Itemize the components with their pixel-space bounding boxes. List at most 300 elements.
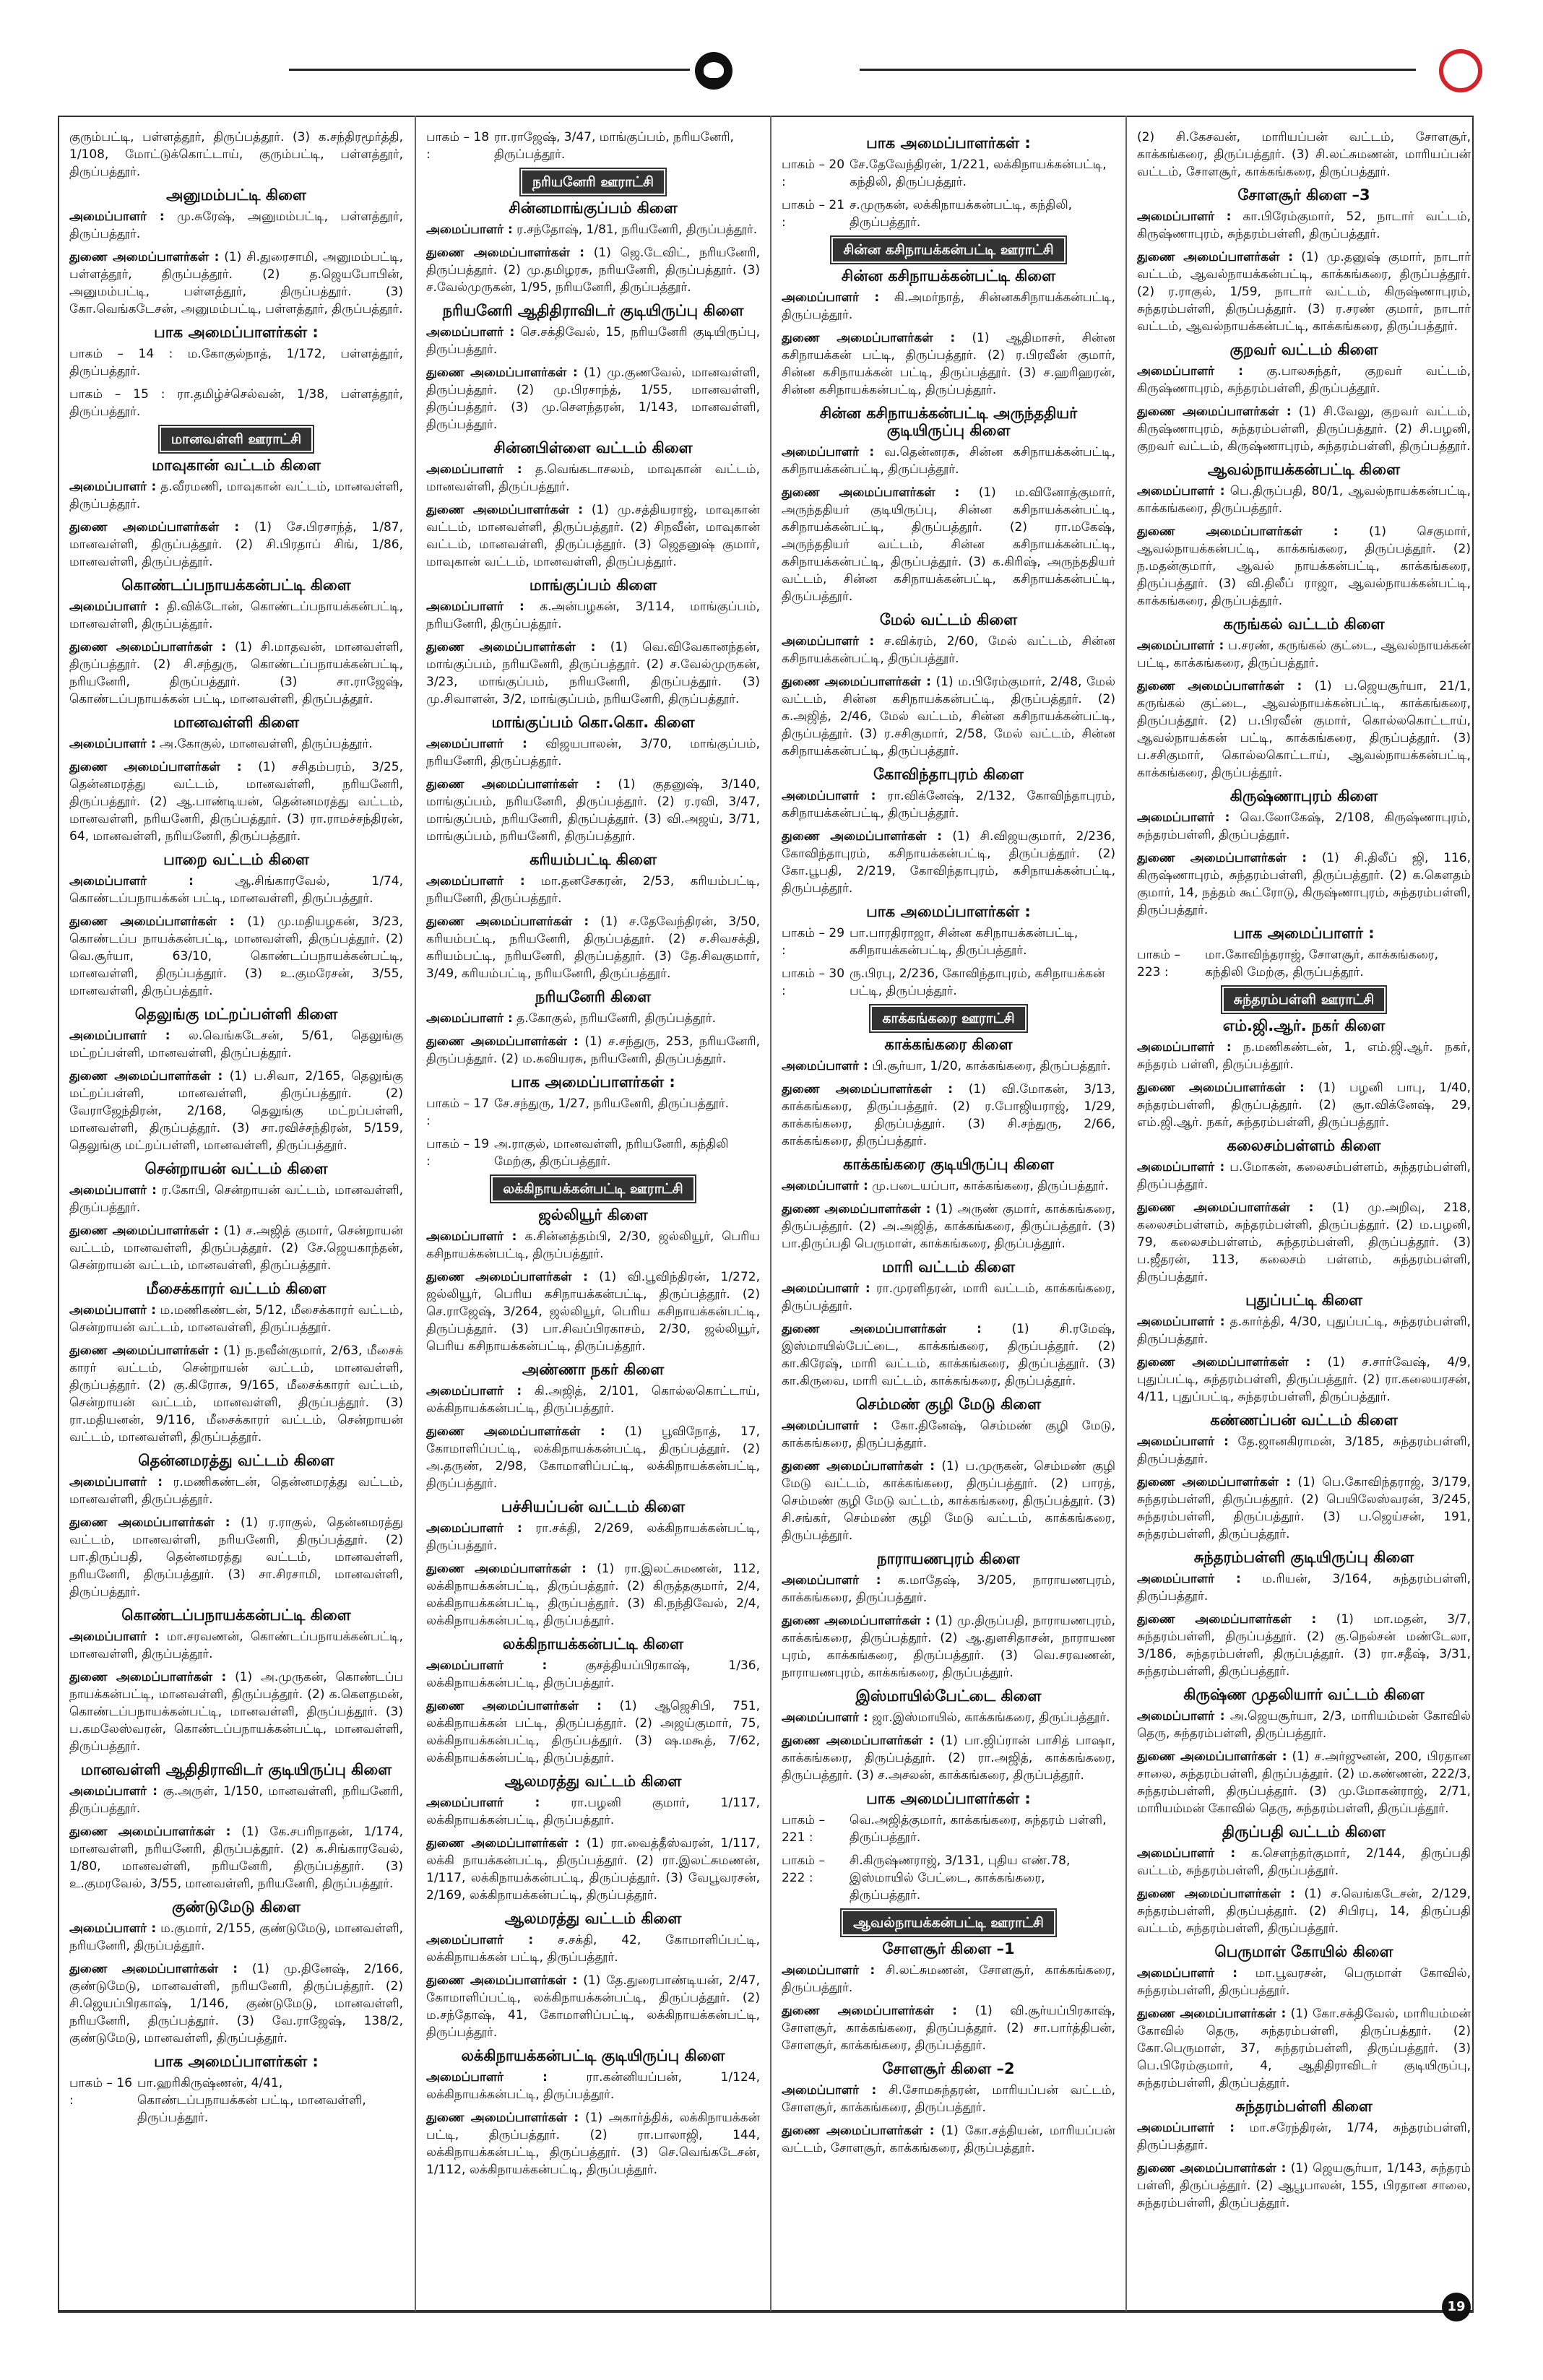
role-label: அமைப்பாளர் :	[1137, 1040, 1232, 1055]
role-names: (1) அருண் குமார், காக்கங்கரை, திருப்பத்தூர். (2) அ.அஜித், காக்கங்கரை, திருப்பத்தூர். (3) பா.திருப்பதி பெருமாள், காக்கங்கரை, திருப்பத்தூர்.	[782, 1202, 1115, 1251]
role-entry	[782, 1320, 1115, 1390]
booth-organizer: சே.தேவேந்திரன், 1/221, லக்கிநாயக்கன்பட்டி, கந்திலி, திருப்பத்தூர்.	[850, 157, 1107, 189]
role-label: துணை அமைப்பாளர்கள் :	[1137, 2161, 1287, 2176]
role-entry	[782, 673, 1115, 760]
role-label: துணை அமைப்பாளர்கள் :	[69, 914, 235, 929]
section-heading: கலைசம்பள்ளம் கிளை	[1227, 1137, 1381, 1154]
role-entry	[426, 1228, 760, 1263]
role-entry	[69, 1823, 403, 1892]
role-label: அமைப்பாளர் :	[1137, 639, 1224, 653]
section-heading: நரியனேரி ஆதிதிராவிடர் குடியிருப்பு கிளை	[442, 302, 744, 319]
section-heading: ஆலமரத்து வட்டம் கிளை	[504, 1910, 682, 1927]
role-entry	[426, 1520, 760, 1554]
role-entry	[426, 1423, 760, 1492]
role-label: அமைப்பாளர் :	[782, 290, 880, 305]
role-names: ம.மணிகண்டன், 5/12, மீசைக்காரர் வட்டம், சென்றாயன் வட்டம், மானவள்ளி, திருப்பத்தூர்.	[69, 1303, 403, 1335]
role-names: (1) ர.ராகுல், தென்னமரத்து வட்டம், மானவள்ளி, நரியனேரி, திருப்பத்தூர். (2) பா.திருப்பதி, தென்னமரத்து வட்டம், மானவள்ளி, நரியனேரி, திருப்பத்தூர். (3) சா.சிரசாமி, மானவள்ளி, திருப்பத்தூர்.	[69, 1515, 403, 1599]
section-heading: குண்டுமேடு கிளை	[172, 1898, 301, 1916]
role-entry	[69, 1342, 403, 1446]
role-entry	[69, 519, 403, 571]
role-names: க.மாதேஷ், 3/205, நாராயணபுரம், காக்கங்கரை, திருப்பத்தூர்.	[782, 1573, 1115, 1605]
role-entry	[782, 1962, 1115, 1996]
role-names: (1) சி.துரைசாமி, அனுமம்பட்டி, பள்ளத்தூர், திருப்பத்தூர். (2) த.ஜெயபோபின், அனுமம்பட்டி, பள்ளத்தூர், திருப்பத்தூர். (3) கோ.வெங்கடேசன், அனுமம்பட்டி, பள்ளத்தூர், திருப்பத்தூர்.	[69, 250, 403, 316]
role-names: (1) ரா.இலட்சுமணன், 112, லக்கிநாயக்கன்பட்டி, திருப்பத்தூர். (2) கிருத்தகுமார், 2/4, லக்கிநாயக்கன்பட்டி, திருப்பத்தூர். (3) கி.நந்திவேல், 2/4, லக்கிநாயக்கன்பட்டி, திருப்பத்தூர்.	[426, 1562, 760, 1628]
role-label: துணை அமைப்பாளர்கள் :	[782, 1614, 931, 1628]
role-names: ர.கோபி, சென்றாயன் வட்டம், மானவள்ளி, திருப்பத்தூர்.	[69, 1183, 403, 1215]
role-entry	[69, 1302, 403, 1336]
panchayat-banner: மானவள்ளி ஊராட்சி	[161, 428, 311, 451]
booth-entry	[69, 2074, 403, 2126]
role-entry	[1137, 1611, 1471, 1680]
role-entry	[782, 1572, 1115, 1606]
role-label: துணை அமைப்பாளர்கள் :	[69, 1962, 238, 1976]
role-entry	[426, 1972, 760, 2041]
booth-entry	[426, 1095, 760, 1130]
role-entry	[69, 913, 403, 1000]
role-label: அமைப்பாளர் :	[426, 1229, 517, 1244]
text-column-4	[1137, 129, 1471, 2295]
role-label: துணை அமைப்பாளர்கள் :	[1137, 851, 1308, 865]
role-label: துணை அமைப்பாளர்கள் :	[1137, 2007, 1287, 2021]
role-entry	[426, 913, 760, 982]
booth-organizer: ரு.பிரபு, 2/236, கோவிந்தாபுரம், கசிநாயக்கன் பட்டி, திருப்பத்தூர்.	[850, 966, 1105, 998]
role-label: அமைப்பாளர் :	[69, 480, 157, 494]
role-label: அமைப்பாளர் :	[426, 1521, 522, 1536]
role-names: ஆ.சிங்காரவேல், 1/74, கொண்டப்பநாயக்கன் பட்டி, மானவள்ளி, திருப்பத்தூர்.	[69, 874, 403, 906]
role-names: (1) ப.ஜெயசூர்யா, 21/1, கருங்கல் குட்டை, ஆவல்நாயக்கன்பட்டி, காக்கங்கரை, திருப்பத்தூர். (2) ப.பிரவீன் குமார், கொல்லகொட்டாய், ஆவல்நாயக்கன் பட்டி, காக்கங்கரை, திருப்பத்தூர். (3) ப.சசிகுமார், கொல்லகொட்டாய், ஆவல்நாயக்கன்பட்டி, காக்கங்கரை, திருப்பத்தூர்.	[1137, 679, 1471, 780]
role-entry	[69, 735, 403, 753]
booth-entry	[426, 129, 760, 163]
role-entry	[782, 1458, 1115, 1544]
role-names: (1) அ.முருகன், கொண்டப்ப நாயக்கன்பட்டி, மானவள்ளி, திருப்பத்தூர். (2) க.கௌதமன், கொண்டப்பநாயக்கன்பட்டி, மானவள்ளி, திருப்பத்தூர். (3) ப.கமலேஸ்வரன், கொண்டப்பநாயக்கன்பட்டி, மானவள்ளி, திருப்பத்தூர்.	[69, 1670, 403, 1754]
role-names: (1) ரா.வைத்தீஸ்வரன், 1/117, லக்கி நாயக்கன்பட்டி, திருப்பத்தூர். (2) ரா.இலட்சுமணன், 1/117, லக்கிநாயக்கன்பட்டி, திருப்பத்தூர். (3) வேபூவரசன், 2/169, லக்கிநாயக்கன்பட்டி, திருப்பத்தூர்.	[426, 1836, 760, 1903]
role-names: ந.மணிகண்டன், 1, எம்.ஜி.ஆர். நகர், சுந்தரம் பள்ளி, திருப்பத்தூர்.	[1137, 1040, 1471, 1072]
bottom-rule	[58, 2311, 1474, 2313]
section-heading: மாரி வட்டம் கிளை	[881, 1258, 1016, 1276]
paragraph: பாகம் – 15 : ரா.தமிழ்ச்செல்வன், 1/38, பள்ளத்தூர், திருப்பத்தூர்.	[69, 387, 403, 419]
booth-number: பாகம் – 17 :	[426, 1096, 490, 1128]
role-entry	[69, 248, 403, 318]
role-entry	[1137, 1313, 1471, 1348]
role-names: (1) ப.சிவா, 2/165, தெலுங்கு மட்றப்பள்ளி, மானவள்ளி, திருப்பத்தூர். (2) வேராஜேந்திரன், 2/168, தெலுங்கு மட்றப்பள்ளி, மானவள்ளி, திருப்பத்தூர். (3) சா.ரவிச்சந்திரன், 5/159, தெலுங்கு மட்றப்பள்ளி, மானவள்ளி, திருப்பத்தூர்.	[69, 1069, 403, 1153]
role-label: துணை அமைப்பாளர்கள் :	[1137, 1355, 1311, 1369]
role-label: அமைப்பாளர் :	[426, 1384, 522, 1398]
role-label: அமைப்பாளர் :	[1137, 364, 1243, 378]
role-names: ச.விக்ரம், 2/60, மேல் வட்டம், சின்ன கசிநாயக்கன்பட்டி, திருப்பத்தூர்.	[782, 634, 1115, 666]
role-names: த.கோகுல், நரியனேரி, திருப்பத்தூர்.	[512, 1011, 716, 1026]
section-heading: பாக அமைப்பாளர் :	[1233, 925, 1375, 942]
booth-number: பாகம் – 30 :	[782, 966, 845, 998]
section-heading: நாராயணபுரம் கிளை	[877, 1550, 1020, 1567]
role-label: துணை அமைப்பாளர்கள் :	[426, 1973, 578, 1988]
role-label: துணை அமைப்பாளர்கள் :	[426, 365, 578, 380]
role-label: அமைப்பாளர் :	[782, 1179, 868, 1193]
role-names: (1) மு.அறிவு, 218, கலைசம்பள்ளம், சுந்தரம்பள்ளி, திருப்பத்தூர். (2) ம.பழனி, 79, கலைசம்பள்ளம், சுந்தரம்பள்ளி, திருப்பத்தூர். (3) ப.ஜீதரன், 113, கலைசம் பள்ளம், சுந்தரம்பள்ளி, திருப்பத்தூர்.	[1137, 1200, 1471, 1284]
booth-entry	[782, 925, 1115, 959]
booth-organizer: பா.பாரதிராஜா, சின்ன கசிநாயக்கன்பட்டி, கசிநாயக்கன்பட்டி, திருப்பத்தூர்.	[850, 926, 1079, 958]
role-label: அமைப்பாளர் :	[426, 874, 525, 888]
role-entry	[69, 1920, 403, 1955]
masthead	[0, 0, 1543, 116]
paragraph: (2) சி.கேசவன், மாரியப்பன் வட்டம், சோளசூர், காக்கங்கரை, திருப்பத்தூர். (3) சி.லட்சுமணன், மாரியப்பன் வட்டம், சோளசூர், காக்கங்கரை, திருப்பத்தூர்.	[1137, 130, 1471, 179]
masthead-rule-right	[860, 69, 1416, 71]
role-entry	[1137, 2005, 1471, 2092]
section-heading: பாக அமைப்பாளர்கள் :	[154, 324, 319, 341]
role-label: துணை அமைப்பாளர்கள் :	[69, 1670, 227, 1684]
role-entry	[69, 1027, 403, 1062]
role-label: அமைப்பாளர் :	[1137, 1572, 1241, 1586]
section-heading: எம்.ஜி.ஆர். நகர் கிளை	[1222, 1017, 1386, 1034]
role-entry	[1137, 1570, 1471, 1605]
role-names: (1) பெ.கோவிந்தராஜ், 3/179, சுந்தரம்பள்ளி, திருப்பத்தூர். (2) பெயிலேஸ்வரன், 3/245, சுந்தரம்பள்ளி, திருப்பத்தூர். (3) ப.ஜெய்சன், 191, சுந்தரம்பள்ளி, திருப்பத்தூர்.	[1137, 1475, 1471, 1541]
role-entry	[426, 461, 760, 496]
role-entry	[782, 1732, 1115, 1784]
section-heading: பெருமாள் கோயில் கிளை	[1214, 1943, 1393, 1960]
booth-number: பாகம் – 16 :	[69, 2076, 133, 2108]
role-label: அமைப்பாளர் :	[69, 874, 194, 888]
role-entry	[1137, 637, 1471, 672]
role-label: அமைப்பாளர் :	[1137, 484, 1225, 498]
section-heading: லக்கிநாயக்கன்பட்டி குடியிருப்பு கிளை	[461, 2047, 725, 2064]
role-label: அமைப்பாளர் :	[782, 1963, 876, 1978]
role-names: மா.சரேந்திரன், 1/74, சுந்தரம்பள்ளி, திருப்பத்தூர்.	[1137, 2121, 1471, 2152]
section-heading: தெலுங்கு மட்றப்பள்ளி கிளை	[134, 1005, 338, 1023]
section-heading: பச்சியப்பன் வட்டம் கிளை	[501, 1498, 686, 1515]
role-entry	[1137, 1159, 1471, 1193]
page-number: 19	[1442, 2293, 1471, 2321]
panchayat-banner: நரியனேரி ஊராட்சி	[522, 170, 664, 194]
paragraph: பாகம் – 14 : ம.கோகுல்நாத், 1/172, பள்ளத்தூர், திருப்பத்தூர்.	[69, 347, 403, 378]
role-names: (1) வெ.விவேகானந்தன், மாங்குப்பம், நரியனேரி, திருப்பத்தூர். (2) ச.வேல்முருகன், 3/23, மாங்குப்பம், நரியனேரி, திருப்பத்தூர். (3) மு.சிவாளன், 3/2, மாங்குப்பம், நரியனேரி, திருப்பத்தூர்.	[426, 640, 760, 706]
section-heading: தென்னமரத்து வட்டம் கிளை	[138, 1452, 334, 1469]
role-names: (1) சி.வேலு, குறவர் வட்டம், கிருஷ்ணாபுரம், சுந்தரம்பள்ளி, திருப்பத்தூர். (2) சி.பழனி, குறவர் வட்டம், கிருஷ்ணாபுரம், சுந்தரம்பள்ளி, திருப்பத்தூர்.	[1137, 404, 1471, 454]
booth-entry	[782, 1812, 1115, 1846]
role-entry	[1137, 403, 1471, 455]
role-entry	[1137, 2160, 1471, 2212]
role-names: ரா.சக்தி, 2/269, லக்கிநாயக்கன்பட்டி, திருப்பத்தூர்.	[426, 1521, 760, 1553]
section-heading: மீசைக்காரர் வட்டம் கிளை	[146, 1280, 327, 1297]
role-names: (1) ம.பிரேம்குமார், 2/48, மேல் வட்டம், சின்ன கசிநாயக்கன்பட்டி, திருப்பத்தூர். (2) க.அஜித், 2/46, மேல் வட்டம், சின்ன கசிநாயக்கன்பட்டி, திருப்பத்தூர். (3) ர.சசிகுமார், 2/58, மேல் வட்டம், சின்ன கசிநாயக்கன்பட்டி, திருப்பத்தூர்.	[782, 675, 1115, 758]
role-names: கு.பாலசுந்தர், குறவர் வட்டம், கிருஷ்ணாபுரம், சுந்தரம்பள்ளி, திருப்பத்தூர்.	[1137, 364, 1471, 396]
role-label: துணை அமைப்பாளர்கள் :	[1137, 1612, 1317, 1627]
role-names: குசத்தியப்பிரகாஷ், 1/36, லக்கிநாயக்கன்பட்டி, திருப்பத்தூர்.	[426, 1658, 760, 1690]
role-names: (1) வி.மோகன், 3/13, காக்கங்கரை, திருப்பத்தூர். (2) ர.போஜியராஜ், 1/29, காக்கங்கரை, திருப்பத்தூர். (3) சி.சந்துரு, 2/66, காக்கங்கரை, திருப்பத்தூர்.	[782, 1082, 1115, 1148]
section-heading: கொண்டப்பநாயக்கன்பட்டி கிளை	[121, 1606, 351, 1624]
section-heading: புதுப்பட்டி கிளை	[1245, 1291, 1362, 1309]
role-entry	[69, 598, 403, 633]
role-names: சி.லட்சுமணன், சோளசூர், காக்கங்கரை, திருப்பத்தூர்.	[782, 1963, 1115, 1995]
role-entry	[69, 208, 403, 243]
role-label: துணை அமைப்பாளர்கள் :	[782, 829, 943, 844]
role-label: துணை அமைப்பாளர்கள் :	[1137, 1887, 1295, 1901]
role-entry	[426, 776, 760, 845]
role-entry	[426, 221, 760, 238]
role-names: ப.சரண், கருங்கல் குட்டை, ஆவல்நாயக்கன் பட்டி, காக்கங்கரை, திருப்பத்தூர்.	[1137, 639, 1471, 670]
role-label: துணை அமைப்பாளர்கள் :	[69, 1343, 219, 1358]
section-heading: சின்னமாங்குப்பம் கிளை	[509, 199, 678, 217]
role-label: துணை அமைப்பாளர்கள் :	[782, 2124, 935, 2138]
role-names: (1) சசிதம்பரம், 3/25, தென்னமரத்து வட்டம், மானவள்ளி, நரியனேரி, திருப்பத்தூர். (2) ஆ.பாண்டியன், தென்னமரத்து வட்டம், மானவள்ளி, நரியனேரி, திருப்பத்தூர். (3) ரா.ராமச்சந்திரன், 64, மானவள்ளி, நரியனேரி, திருப்பத்தூர்.	[69, 760, 403, 844]
role-names: (1) ச.வெங்கடேசன், 2/129, சுந்தரம்பள்ளி, திருப்பத்தூர். (2) சிபிரபு, 14, திருப்பதி வட்டம், சுந்தரம்பள்ளி, திருப்பத்தூர்.	[1137, 1887, 1471, 1936]
section-heading: ஜல்லியூர் கிளை	[538, 1206, 648, 1224]
section-heading: அனுமம்பட்டி கிளை	[166, 186, 306, 204]
role-entry	[1137, 1039, 1471, 1073]
section-heading: செம்மண் குழி மேடு கிளை	[855, 1395, 1042, 1413]
role-names: ரா.முரளிதரன், மாரி வட்டம், காக்கங்கரை, திருப்பத்தூர்.	[782, 1281, 1115, 1313]
role-entry	[426, 1010, 760, 1027]
role-names: (1) சி.மாதவன், மானவள்ளி, திருப்பத்தூர். (2) சி.சந்துரு, கொண்டப்பநாயக்கன்பட்டி, நரியனேரி, திருப்பத்தூர். (3) சா.ராஜேஷ், கொண்டப்பநாயக்கன் பட்டி, மானவள்ளி, திருப்பத்தூர்.	[69, 640, 403, 706]
role-entry	[1137, 363, 1471, 397]
role-label: அமைப்பாளர் :	[69, 737, 156, 751]
role-entry	[426, 735, 760, 770]
role-label: துணை அமைப்பாளர்கள் :	[782, 485, 960, 500]
role-label: துணை அமைப்பாளர்கள் :	[1137, 250, 1293, 264]
section-heading: கிருஷ்ணாபுரம் கிளை	[1229, 787, 1378, 805]
role-label: அமைப்பாளர் :	[69, 1784, 158, 1799]
role-label: துணை அமைப்பாளர்கள் :	[426, 246, 585, 260]
role-entry	[782, 2002, 1115, 2054]
role-names: (1) மு.திருப்பதி, நாராயணபுரம், காக்கங்கரை, திருப்பத்தூர். (2) ஆ.துளசிதாசன், நாராயண புரம், காக்கங்கரை, திருப்பத்தூர். (3) வெ.சரவணன், நாராயணபுரம், காக்கங்கரை, திருப்பத்தூர்.	[782, 1614, 1115, 1680]
role-entry	[1137, 208, 1471, 243]
role-label: துணை அமைப்பாளர்கள் :	[69, 250, 220, 264]
section-heading: லக்கிநாயக்கன்பட்டி கிளை	[502, 1635, 684, 1653]
role-names: (1) குதனுஷ், 3/140, மாங்குப்பம், நரியனேரி, திருப்பத்தூர். (2) ர.ரவி, 3/47, மாங்குப்பம், நரியனேரி, திருப்பத்தூர். (3) வி.அஜய், 3/71, மாங்குப்பம், நரியனேரி, திருப்பத்தூர்.	[426, 777, 760, 844]
role-label: அமைப்பாளர் :	[782, 1281, 870, 1296]
section-heading: சுந்தரம்பள்ளி கிளை	[1235, 2098, 1373, 2115]
role-entry	[782, 329, 1115, 399]
section-heading: பாக அமைப்பாளர்கள் :	[866, 1790, 1031, 1807]
role-entry	[426, 1382, 760, 1417]
role-entry	[1137, 1965, 1471, 1999]
booth-organizer: வெ.அஜித்குமார், காக்கங்கரை, சுந்தரம் பள்ளி, திருப்பத்தூர்.	[850, 1813, 1107, 1845]
role-label: அமைப்பாளர் :	[782, 1059, 868, 1073]
role-entry	[1137, 678, 1471, 782]
role-entry	[426, 324, 760, 358]
booth-organizer: மா.கோவிந்தராஜ், சோளசூர், காக்கங்கரை, கந்திலி மேற்கு, திருப்பத்தூர்.	[1205, 948, 1438, 979]
role-label: அமைப்பாளர் :	[426, 222, 513, 237]
red-ring-icon	[1439, 49, 1482, 92]
role-names: (1) மு.மதியழகன், 3/23, கொண்டப்ப நாயக்கன்பட்டி, மானவள்ளி, திருப்பத்தூர். (2) வெ.சூர்யா, 63/10, கொண்டப்பநாயக்கன்பட்டி, மானவள்ளி, திருப்பத்தூர். (3) உ.குமரேசன், 3/55, மானவள்ளி, திருப்பத்தூர்.	[69, 914, 403, 998]
role-entry	[782, 2082, 1115, 2116]
role-entry	[426, 1697, 760, 1767]
role-names: (1) சி.ரமேஷ், இஸ்மாயில்பேட்டை, காக்கங்கரை, திருப்பத்தூர். (2) கா.கிரேஷ், மாரி வட்டம், காக்கங்கரை, திருப்பத்தூர். (3) கா.கிருவை, மாரி வட்டம், காக்கங்கரை, திருப்பத்தூர்.	[782, 1322, 1115, 1388]
role-names: (1) செகுமார், ஆவல்நாயக்கன்பட்டி, காக்கங்கரை, திருப்பத்தூர். (2) ந.மதன்குமார், ஆவல் நாயக்கன்பட்டி, காக்கங்கரை, திருப்பத்தூர். (3) வி.திலீப் ராஜா, ஆவல்நாயக்கன்பட்டி, காக்கங்கரை, திருப்பத்தூர்.	[1137, 524, 1471, 608]
role-entry	[782, 1200, 1115, 1252]
section-heading: பாக அமைப்பாளர்கள் :	[154, 2053, 319, 2070]
role-names: (1) அகார்த்திக், லக்கிநாயக்கன் பட்டி, திருப்பத்தூர். (2) ரா.பாலாஜி, 144, லக்கிநாயக்கன்பட்டி, திருப்பத்தூர். (3) செ.வெங்கடேசன், 1/112, லக்கிநாயக்கன்பட்டி, திருப்பத்தூர்.	[426, 2111, 760, 2177]
role-names: (1) பூவிநோத், 17, கோமாளிப்பட்டி, லக்கிநாயக்கன்பட்டி, திருப்பத்தூர். (2) அ.தருண், 2/98, கோமாளிப்பட்டி, லக்கிநாயக்கன்பட்டி, திருப்பத்தூர்.	[426, 1424, 760, 1491]
role-names: சி.சோமசுந்தரன், மாரியப்பன் வட்டம், சோளசூர், காக்கங்கரை, திருப்பத்தூர்.	[782, 2083, 1115, 2115]
role-names: ச.சக்தி, 42, கோமாளிப்பட்டி, லக்கிநாயக்கன் பட்டி, திருப்பத்தூர்.	[426, 1933, 760, 1965]
role-names: செ.சக்திவேல், 15, நரியனேரி குடியிருப்பு, திருப்பத்தூர்.	[426, 325, 760, 357]
section-heading: சுந்தரம்பள்ளி குடியிருப்பு கிளை	[1193, 1549, 1414, 1566]
role-label: துணை அமைப்பாளர்கள் :	[426, 503, 584, 517]
role-names: மா.தனசேகரன், 2/53, கரியம்பட்டி, நரியனேரி, திருப்பத்தூர்.	[426, 874, 760, 906]
role-label: அமைப்பாளர் :	[1137, 1435, 1229, 1449]
role-entry	[1137, 248, 1471, 335]
section-heading: மானவள்ளி கிளை	[173, 714, 299, 731]
booth-organizer: சி.கிருஷ்ணராஜ், 3/131, புதிய எண்.78, இஸ்மாயில் பேட்டை, காக்கங்கரை, திருப்பத்தூர்.	[850, 1853, 1071, 1903]
role-label: அமைப்பாளர் :	[426, 600, 524, 614]
text-column-1	[69, 129, 403, 2295]
role-label: அமைப்பாளர் :	[1137, 1709, 1225, 1723]
role-names: (1) மு.தனுஷ் குமார், நாடார் வட்டம், ஆவல்நாயக்கன்பட்டி, காக்கங்கரை, திருப்பத்தூர். (2) ர.ராகுல், 1/59, நாடார் வட்டம், கிருஷ்ணாபுரம், சுந்தரம்பள்ளி, திருப்பத்தூர். (3) ர.சரண் குமார், நாடார் வட்டம், ஆவல்நாயக்கன்பட்டி, காக்கங்கரை, திருப்பத்தூர்.	[1137, 250, 1471, 334]
role-entry	[1137, 1474, 1471, 1543]
role-label: துணை அமைப்பாளர்கள் :	[426, 777, 601, 792]
role-names: (1) பழனி பாபு, 1/40, சுந்தரம்பள்ளி, திருப்பத்தூர். (2) சூா.விக்னேஷ், 29, எம்.ஜி.ஆர். நகர், சுந்தரம்பள்ளி, திருப்பத்தூர்.	[1137, 1081, 1471, 1130]
role-entry	[1137, 1079, 1471, 1131]
role-label: துணை அமைப்பாளர்கள் :	[426, 1034, 579, 1049]
role-names: அ.கோகுல், மானவள்ளி, திருப்பத்தூர்.	[155, 737, 373, 751]
role-label: துணை அமைப்பாளர்கள் :	[782, 1082, 954, 1096]
role-label: துணை அமைப்பாளர்கள் :	[426, 1270, 588, 1284]
role-entry	[782, 1417, 1115, 1452]
role-entry	[782, 1177, 1115, 1195]
section-heading: ஆலமரத்து வட்டம் கிளை	[504, 1773, 682, 1790]
role-names: (1) ஆஜெசிபி, 751, லக்கிநாயக்கன் பட்டி, திருப்பத்தூர். (2) அஜய்குமார், 75, லக்கிநாயக்கன்பட்டி, திருப்பத்தூர். (3) ஷ.மகூத், 7/62, லக்கிநாயக்கன்பட்டி, திருப்பத்தூர்.	[426, 1699, 760, 1765]
role-label: அமைப்பாளர் :	[1137, 1966, 1238, 1981]
section-heading: மாங்குப்பம் கிளை	[529, 576, 657, 594]
role-label: அமைப்பாளர் :	[69, 1475, 163, 1489]
role-names: மா.சரவணன், கொண்டப்பநாயக்கன்பட்டி, மானவள்ளி, திருப்பத்தூர்.	[69, 1630, 403, 1661]
section-heading: கரியம்பட்டி கிளை	[530, 851, 657, 868]
role-names: (1) ஆதிமாசர், சின்ன கசிநாயக்கன் பட்டி, திருப்பத்தூர். (2) ர.பிரவீன் குமார், சின்ன கசிநாயக்கன் பட்டி, திருப்பத்தூர். (3) ச.ஹரிஹரன், சின்ன கசிநாயக்கன்பட்டி, திருப்பத்தூர்.	[782, 331, 1115, 397]
role-entry	[782, 289, 1115, 324]
role-names: க.சௌந்தர்குமார், 2/144, திருப்பதி வட்டம், சுந்தரம்பள்ளி, திருப்பத்தூர்.	[1137, 1846, 1471, 1878]
role-label: அமைப்பாளர் :	[426, 1658, 548, 1673]
role-entry	[782, 828, 1115, 897]
role-entry	[1137, 483, 1471, 517]
section-heading: சோளசூர் கிளை –2	[882, 2060, 1015, 2077]
section-heading: இஸ்மாயில்பேட்டை கிளை	[855, 1687, 1042, 1705]
role-label: துணை அமைப்பாளர்கள் :	[782, 1734, 935, 1748]
section-heading: குறவர் வட்டம் கிளை	[1229, 341, 1378, 358]
role-names: (1) மு.குணவேல், மானவள்ளி, திருப்பத்தூர். (2) மு.பிரசாந்த், 1/55, மானவள்ளி, திருப்பத்தூர். (3) மு.சௌந்தரன், 1/143, மானவள்ளி, திருப்பத்தூர்.	[426, 365, 760, 432]
role-names: ம.குமார், 2/155, குண்டுமேடு, மானவள்ளி, நரியனேரி, திருப்பத்தூர்.	[69, 1921, 403, 1953]
booth-number: பாகம் – 20 :	[782, 157, 845, 189]
role-label: துணை அமைப்பாளர்கள் :	[69, 640, 227, 654]
role-names: (1) ஜெயசூர்யா, 1/143, சுந்தரம் பள்ளி, திருப்பத்தூர். (2) ஆபூபாலன், 155, பிரதான சாலை, சுந்தரம்பள்ளி, திருப்பத்தூர்.	[1137, 2161, 1471, 2210]
role-names: க.அன்பழகன், 3/114, மாங்குப்பம், நரியனேரி, திருப்பத்தூர்.	[426, 600, 760, 631]
role-label: அமைப்பாளர் :	[1137, 1846, 1236, 1861]
role-label: அமைப்பாளர் :	[69, 1029, 170, 1043]
role-entry	[1137, 523, 1471, 610]
role-label: அமைப்பாளர் :	[69, 1183, 157, 1198]
section-heading: கருங்கல் வட்டம் கிளை	[1223, 615, 1385, 633]
role-label: அமைப்பாளர் :	[1137, 810, 1230, 825]
role-label: துணை அமைப்பாளர்கள் :	[426, 2111, 579, 2125]
role-label: அமைப்பாளர் :	[69, 1921, 157, 1936]
section-heading: சென்றாயன் வட்டம் கிளை	[144, 1160, 328, 1177]
role-names: (1) சி.விஜயகுமார், 2/236, கோவிந்தாபுரம், கசிநாயக்கன்பட்டி, திருப்பத்தூர். (2) கோ.பூபதி, 2/219, கோவிந்தாபுரம், கசிநாயக்கன்பட்டி, திருப்பத்தூர்.	[782, 829, 1115, 896]
role-names: மு.சுரேஷ், அனுமம்பட்டி, பள்ளத்தூர், திருப்பத்தூர்.	[69, 209, 403, 241]
role-entry	[69, 1783, 403, 1817]
role-label: அமைப்பாளர் :	[426, 325, 515, 339]
role-entry	[69, 1628, 403, 1663]
role-entry	[426, 639, 760, 708]
section-heading: சின்னபிள்ளை வட்டம் கிளை	[493, 439, 693, 456]
role-entry	[426, 598, 760, 633]
role-label: துணை அமைப்பாளர்கள் :	[782, 1459, 935, 1474]
section-heading: பாக அமைப்பாளர்கள் :	[866, 903, 1031, 920]
role-names: க.சின்னத்தம்பி, 2/30, ஜல்லியூர், பெரிய கசிநாயக்கன்பட்டி, திருப்பத்தூர்.	[426, 1229, 760, 1261]
section-heading: மாங்குப்பம் கொ.கொ. கிளை	[491, 714, 695, 731]
role-names: (1) ப.முருகன், செம்மண் குழி மேடு வட்டம், காக்கங்கரை, திருப்பத்தூர். (2) பாரத், செம்மண் குழி மேடு வட்டம், காக்கங்கரை, திருப்பத்தூர். (3) சி.சங்கர், செம்மண் குழி மேடு வட்டம், காக்கங்கரை, திருப்பத்தூர்.	[782, 1459, 1115, 1543]
booth-organizer: பா.ஹரிகிருஷ்ணன், 4/41, கொண்டப்பநாயக்கன் பட்டி, மானவள்ளி, திருப்பத்தூர்.	[137, 2076, 366, 2125]
role-names: (1) பா.ஜிப்ரான் பாசித் பாஷா, காக்கங்கரை, திருப்பத்தூர். (2) ரா.அஜித், காக்கங்கரை, திருப்பத்தூர். (3) ச.அசலன், காக்கங்கரை, திருப்பத்தூர்.	[782, 1734, 1115, 1783]
role-entry	[426, 1560, 760, 1630]
role-names: கா.பிரேம்குமார், 52, நாடார் வட்டம், கிருஷ்ணாபுரம், சுந்தரம்பள்ளி, திருப்பத்தூர்.	[1137, 209, 1471, 241]
role-names: ல.வெங்கடேசன், 5/61, தெலுங்கு மட்றப்பள்ளி, மானவள்ளி, திருப்பத்தூர்.	[69, 1029, 403, 1060]
role-label: துணை அமைப்பாளர்கள் :	[426, 1699, 602, 1713]
role-entry	[426, 364, 760, 433]
role-label: துணை அமைப்பாளர்கள் :	[69, 760, 242, 774]
role-names: தி.விக்டோன், கொண்டப்பநாயக்கன்பட்டி, மானவள்ளி, திருப்பத்தூர்.	[69, 600, 403, 631]
role-names: (1) ஜெ.டேவிட், நரியனேரி, திருப்பத்தூர். (2) மு.தமிழரசு, நரியனேரி, திருப்பத்தூர். (3) ச.வேல்முருகன், 1/95, நரியனேரி, திருப்பத்தூர்.	[426, 246, 760, 295]
panchayat-banner: ஆவல்நாயக்கன்பட்டி ஊராட்சி	[843, 1911, 1054, 1934]
section-heading: ஆவல்நாயக்கன்பட்டி கிளை	[1207, 461, 1401, 478]
role-label: அமைப்பாளர் :	[69, 1303, 157, 1317]
text-column-3	[782, 129, 1115, 2295]
role-names: கு.அருள், 1/150, மானவள்ளி, நரியனேரி, திருப்பத்தூர்.	[69, 1784, 403, 1816]
role-entry	[782, 484, 1115, 605]
role-names: மு.படையப்பா, காக்கங்கரை, திருப்பத்தூர்.	[868, 1179, 1109, 1193]
role-entry	[782, 1081, 1115, 1150]
role-label: துணை அமைப்பாளர்கள் :	[782, 2004, 957, 2018]
role-label: அமைப்பாளர் :	[782, 2083, 877, 2098]
section-heading: கிருஷ்ண முதலியார் வட்டம் கிளை	[1183, 1686, 1425, 1703]
role-entry	[69, 1068, 403, 1154]
role-label: அமைப்பாளர் :	[69, 209, 165, 224]
masthead-rule-left	[289, 69, 690, 71]
role-names: ம.ரியன், 3/164, சுந்தரம்பள்ளி, திருப்பத்தூர்.	[1137, 1572, 1471, 1604]
role-entry	[1137, 809, 1471, 844]
role-label: துணை அமைப்பாளர்கள் :	[782, 1202, 931, 1216]
role-entry	[782, 1709, 1115, 1726]
role-names: (1) மு.தினேஷ், 2/166, குண்டுமேடு, மானவள்ளி, நரியனேரி, திருப்பத்தூர். (2) சி.ஜெயப்பிரகாஷ், 1/146, குண்டுமேடு, மானவள்ளி, நரியனேரி, திருப்பத்தூர். (3) வே.ராஜேஷ், 138/2, குண்டுமேடு, மானவள்ளி, திருப்பத்தூர்.	[69, 1962, 403, 2046]
role-label: துணை அமைப்பாளர்கள் :	[69, 1224, 219, 1238]
role-label: அமைப்பாளர் :	[782, 1710, 868, 1725]
role-names: (1) ச.அர்ஜுனன், 200, பிரதான சாலை, சுந்தரம்பள்ளி, திருப்பத்தூர். (2) ம.கண்ணன், 222/3, சுந்தரம்பள்ளி, திருப்பத்தூர். (3) மு.மோகன்ராஜ், 2/71, மாரியம்மன் கோவில் தெரு, சுந்தரம்பள்ளி, திருப்பத்தூர்.	[1137, 1749, 1471, 1816]
section-heading: அண்ணா நகர் கிளை	[522, 1361, 665, 1378]
role-names: வெ.லோகேஷ், 2/108, கிருஷ்ணாபுரம், சுந்தரம்பள்ளி, திருப்பத்தூர்.	[1137, 810, 1471, 842]
role-entry	[426, 1931, 760, 1966]
role-entry	[69, 1669, 403, 1755]
panchayat-banner: சின்ன கசிநாயக்கன்பட்டி ஊராட்சி	[833, 238, 1063, 261]
role-entry	[426, 1033, 760, 1068]
role-label: அமைப்பாளர் :	[426, 1933, 534, 1947]
role-label: துணை அமைப்பாளர்கள் :	[782, 331, 956, 345]
panchayat-banner: சுந்தரம்பள்ளி ஊராட்சி	[1224, 988, 1385, 1011]
booth-number: பாகம் – 221 :	[782, 1813, 825, 1845]
section-heading: காக்கங்கரை கிளை	[884, 1036, 1013, 1053]
role-names: (1) கோ.சக்திவேல், மாரியம்மன் கோவில் தெரு, சுந்தரம்பள்ளி, திருப்பத்தூர். (2) கோ.பெருமாள், 37, சுந்தரம்பள்ளி, திருப்பத்தூர். (3) பெ.பிரேம்குமார், 4, ஆதிதிராவிடர் குடியிருப்பு, சுந்தரம்பள்ளி, திருப்பத்தூர்.	[1137, 2007, 1471, 2090]
role-label: அமைப்பாளர் :	[426, 2070, 548, 2085]
section-heading: பாறை வட்டம் கிளை	[163, 851, 309, 868]
text-column-2	[426, 129, 760, 2295]
panchayat-banner: காக்கங்கரை ஊராட்சி	[872, 1007, 1024, 1030]
role-label: அமைப்பாளர் :	[426, 462, 522, 477]
role-names: (1) ச.தேவேந்திரன், 3/50, கரியம்பட்டி, நரியனேரி, திருப்பத்தூர். (2) ச.சிவசக்தி, கரியம்பட்டி, நரியனேரி, திருப்பத்தூர். (3) தே.சிவகுமார், 3/49, கரியம்பட்டி, நரியனேரி, திருப்பத்தூர்.	[426, 914, 760, 981]
elephant-logo-icon	[695, 52, 732, 90]
paragraph: குரும்பட்டி, பள்ளத்தூர், திருப்பத்தூர். (3) க.சந்திரமூர்த்தி, 1/108, மோட்டுக்கொட்டாய், குரும்பட்டி, பள்ளத்தூர், திருப்பத்தூர்.	[69, 130, 403, 179]
role-label: துணை அமைப்பாளர்கள் :	[69, 1515, 230, 1530]
role-label: துணை அமைப்பாளர்கள் :	[1137, 1081, 1305, 1095]
role-names: ர.மணிகண்டன், தென்னமரத்து வட்டம், மானவள்ளி, திருப்பத்தூர்.	[69, 1475, 403, 1507]
role-names: ரா.பழனி குமார், 1/117, லக்கிநாயக்கன்பட்டி, திருப்பத்தூர்.	[426, 1796, 760, 1827]
section-heading: கொண்டப்பநாயக்கன்பட்டி கிளை	[121, 576, 351, 594]
role-names: (1) சி.திலீப் ஜி, 116, கிருஷ்ணாபுரம், சுந்தரம்பள்ளி, திருப்பத்தூர். (2) க.கௌதம் குமார், 14, நத்தம் கூட்ரோடு, கிருஷ்ணாபுரம், சுந்தரம்பள்ளி, திருப்பத்தூர்.	[1137, 851, 1471, 917]
